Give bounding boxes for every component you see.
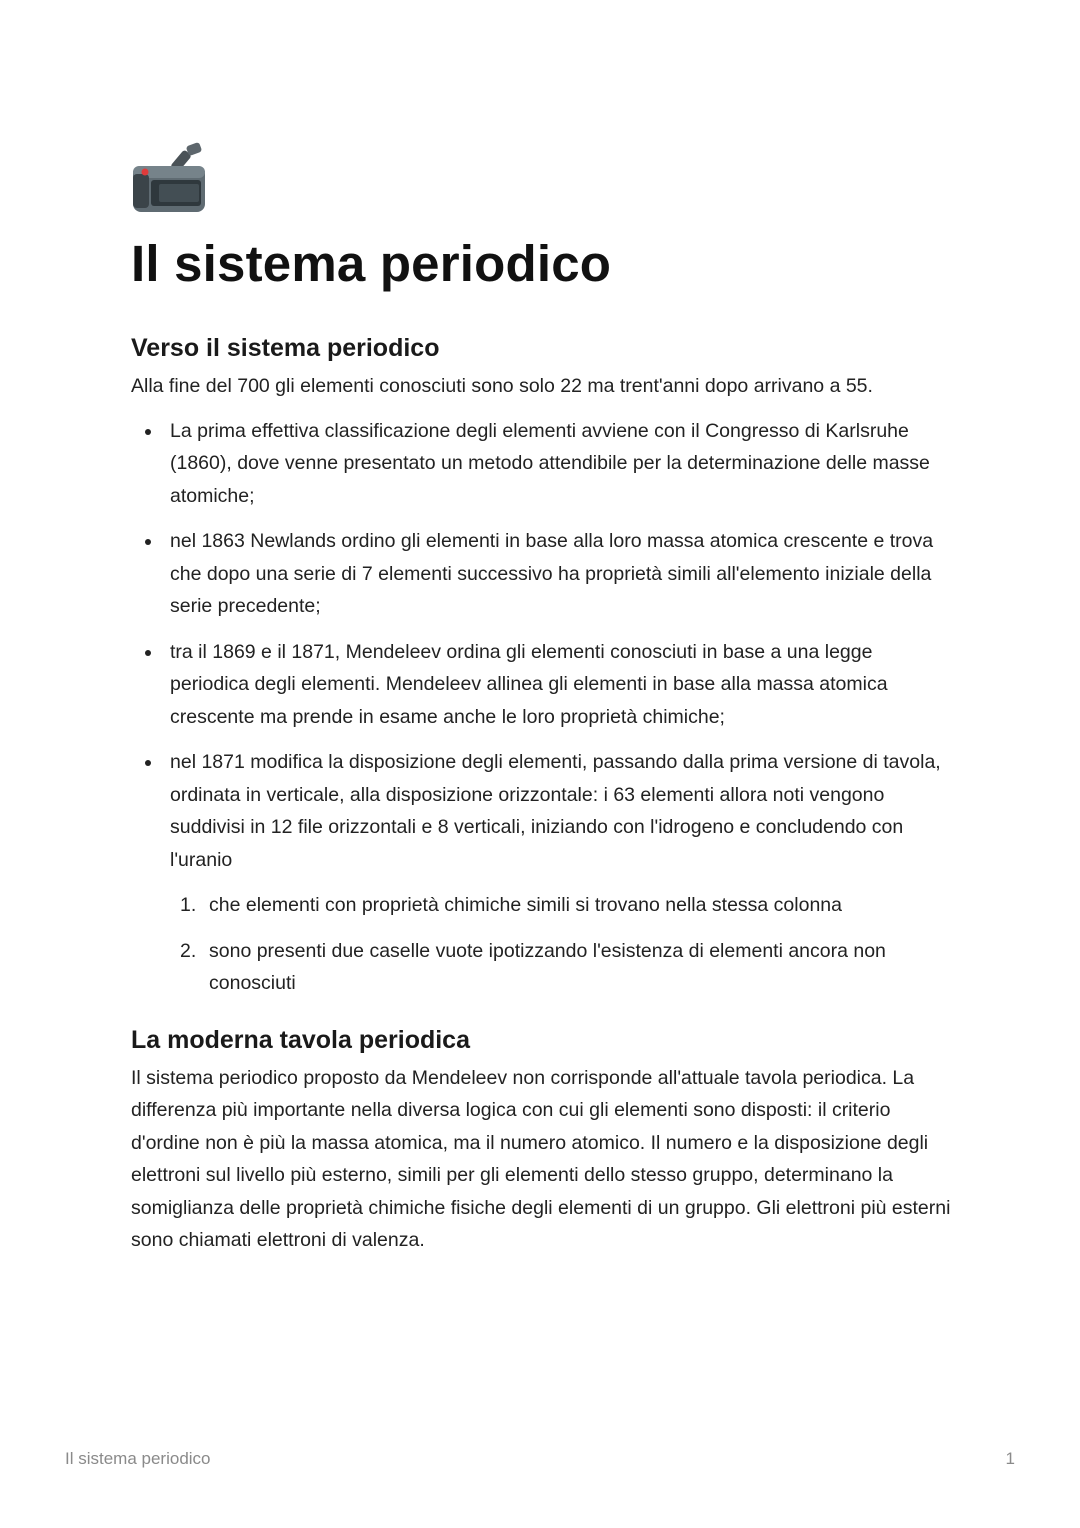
numbered-list-item [170, 889, 951, 922]
list-number: 1. [180, 894, 197, 916]
page-title: Il sistema periodico [131, 235, 612, 292]
document-page [131, 140, 951, 1257]
bullet-list [131, 415, 951, 877]
page-number: 1 [1005, 1449, 1015, 1468]
video-camera-icon [129, 140, 209, 220]
section-heading-moderna: La moderna tavola periodica [131, 1025, 470, 1054]
list-item: nel 1871 modifica la disposizione degli elementi, passando dalla prima versione di tavola, ordinata in verticale, alla disposizione orizzontale: i 63 elementi allora noti vengono suddivisi in 12 file orizzontali e 8 verticali, iniziando con l'idrogeno e concludendo con l'uranio [131, 746, 951, 876]
footer-title: Il sistema periodico [65, 1449, 211, 1468]
section-heading-verso: Verso il sistema periodico [131, 334, 440, 362]
section-intro-paragraph: Alla fine del 700 gli elementi conosciuti sono solo 22 ma trent'anni dopo arrivano a 55. [131, 375, 873, 397]
list-item: La prima effettiva classificazione degli elementi avviene con il Congresso di Karlsruhe (1860), dove venne presentato un metodo attendibile per la determinazione delle masse atomiche; [131, 415, 951, 513]
list-item-text: che elementi con proprietà chimiche simili si trovano nella stessa colonna [209, 894, 842, 916]
list-item-text: sono presenti due caselle vuote ipotizzando l'esistenza di elementi ancora non conosciuti [209, 939, 886, 994]
section-body-paragraph: Il sistema periodico proposto da Mendeleev non corrisponde all'attuale tavola periodica. La differenza più importante nella diversa logica con cui gli elementi sono disposti: il criterio d'ordine non è più la massa atomica, ma il numero atomico. Il numero e la disposizione degli elettroni sul livello più esterno, simili per gli elementi dello stesso gruppo, determinano la somiglianza delle proprietà chimiche fisiche degli elementi di un gruppo. Gli elettroni più esterni sono chiamati elettroni di valenza. [131, 1066, 951, 1251]
list-number: 2. [180, 939, 197, 962]
list-item: tra il 1869 e il 1871, Mendeleev ordina gli elementi conosciuti in base a una legge periodica degli elementi. Mendeleev allinea gli elementi in base alla massa atomica crescente ma prende in esame anche le loro proprietà chimiche; [131, 636, 951, 734]
list-item: nel 1863 Newlands ordino gli elementi in base alla loro massa atomica crescente e trova che dopo una serie di 7 elementi successivo ha proprietà simili all'elemento iniziale della serie precedente; [131, 525, 951, 623]
numbered-list-item [170, 935, 951, 1000]
numbered-list [170, 889, 951, 1000]
